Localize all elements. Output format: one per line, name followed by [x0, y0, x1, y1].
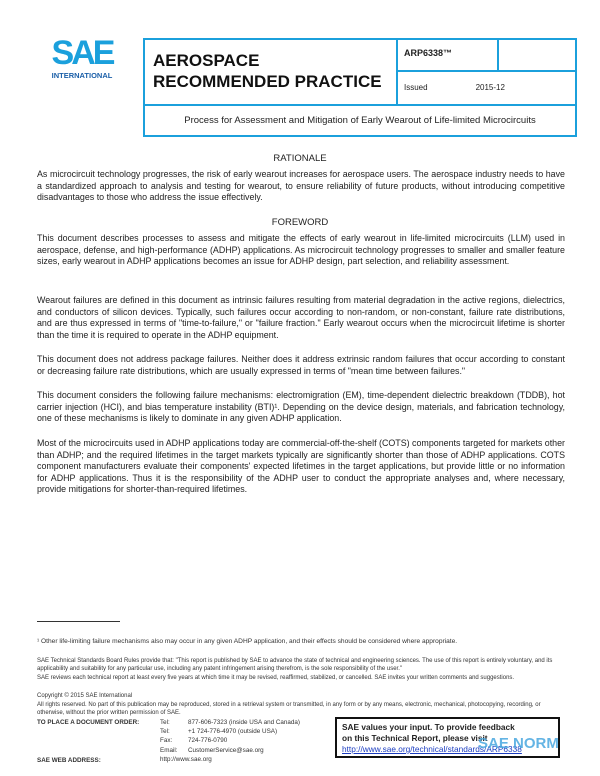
foreword-paragraph: This document does not address package failures. Neither does it address extrinsic random failures that occur according to constant or decreasing failure rate distributions, which are usually expressed in terms of "mean time between failures."	[37, 354, 565, 376]
foreword-paragraph: Most of the microcircuits used in ADHP applications today are commercial-off-the-shelf (COTS) components targeted for markets other than ADHP; and the required lifetimes in the target markets typically are significantly shorter than those of ADHP applications. COTS component manufacturers evaluate their components' expected lifetimes in the target applications, but provide little or no information for ADHP applications. Thus it is the responsibility of the ADHP user to conduct the appropriate analyses and, where necessary, provide mitigations for shorter-than-required lifetimes.	[37, 438, 565, 495]
foreword-paragraph: Wearout failures are defined in this document as intrinsic failures resulting from material degradation in the active regions, dielectrics, and conductors of silicon devices. Typically, such failures occur according to non-random, or non-constant, failure rate distributions, and are thus expressed in terms of "time-to-failure," or "failure fraction." Early wearout occurs when the microcircuit lifetime is shorter than the time it is required to operate in the ADHP equipment.	[37, 295, 565, 340]
issued-row	[398, 72, 575, 106]
feedback-link[interactable]: http://www.sae.org/technical/standards/ARP6338	[342, 744, 522, 754]
foreword-heading: FOREWORD	[271, 217, 329, 228]
contact-value: 724-776-0790	[188, 737, 228, 745]
document-title: Process for Assessment and Mitigation of Early Wearout of Life-limited Microcircuits	[184, 115, 536, 126]
rationale-paragraph: As microcircuit technology progresses, the risk of early wearout increases for aerospace users. The aerospace industry needs to have a standardized approach to analysis and testing for wearout, to ensure reliability of future products, without introducing competitive disadvantages to those who address the issue effectively.	[37, 169, 565, 203]
contact-label: Email:	[160, 746, 178, 754]
contact-email[interactable]: CustomerService@sae.org	[188, 746, 264, 754]
rights-text: All rights reserved. No part of this publication may be reproduced, stored in a retrieval system or transmitted, in any form or by any means, electronic, mechanical, photocopying, recording, or otherwise, without the prior written permission of SAE.	[37, 702, 541, 716]
issued-label: Issued	[404, 83, 428, 92]
contact-label: Tel:	[160, 719, 170, 726]
logo-subtitle: INTERNATIONAL	[51, 71, 113, 80]
contact-list	[160, 718, 300, 764]
web-address[interactable]: http://www.sae.org	[160, 755, 212, 763]
document-header	[143, 38, 577, 137]
footnote-rule	[37, 621, 120, 622]
document-number: ARP6338™	[398, 40, 499, 72]
watermark: SAE NORM	[478, 735, 559, 752]
policy-text: SAE Technical Standards Board Rules provide that: "This report is published by SAE to advance the state of technical and engineering sciences. The use of this report is entirely voluntary, and its applicability and suitability for any particular use, including any patent infringement arising therefrom, is the sole responsibility of the user."	[37, 658, 553, 672]
contact-value: 877-606-7323 (inside USA and Canada)	[188, 719, 301, 726]
contact-label: Tel:	[160, 728, 170, 736]
issued-date: 2015-12	[475, 83, 505, 92]
review-text: SAE reviews each technical report at least every five years at which time it may be revised, reaffirmed, stabilized, or cancelled. SAE invites your written comments and suggestions.	[37, 675, 515, 681]
doc-type-line2: RECOMMENDED PRACTICE	[153, 72, 382, 91]
feedback-line: SAE values your input. To provide feedback	[342, 722, 515, 732]
doc-type-line1: AEROSPACE	[153, 51, 260, 70]
order-label: TO PLACE A DOCUMENT ORDER:	[37, 719, 140, 726]
copyright: Copyright © 2015 SAE International	[37, 693, 133, 699]
foreword-paragraph: This document considers the following failure mechanisms: electromigration (EM), time-dependent dielectric breakdown (TDDB), hot carrier injection (HCI), and bias temperature instability (BTI)¹. Depending on the device design, materials, and fabrication technology, one of these mechanisms is likely to dominate in any given ADHP application.	[37, 390, 565, 424]
rationale-heading: RATIONALE	[273, 153, 327, 164]
sae-logo	[40, 36, 124, 80]
contact-label: Fax:	[160, 737, 173, 745]
feedback-line: on this Technical Report, please visit	[342, 733, 488, 743]
web-label: SAE WEB ADDRESS:	[37, 757, 101, 764]
footnote: ¹ Other life-limiting failure mechanisms also may occur in any given ADHP application, and their effects should be considered where appropriate.	[37, 638, 458, 645]
document-type	[145, 40, 398, 106]
foreword-paragraph: This document describes processes to assess and mitigate the effects of early wearout in life-limited microcircuits (LLM) used in aerospace, defense, and high-performance (ADHP) applications. As microcircuit technology progresses to smaller and smaller feature sizes, early wearout in ADHP applications becomes an issue for ADHP design, part selection, and reliability assessment.	[37, 233, 565, 267]
contact-value: +1 724-776-4970 (outside USA)	[188, 728, 278, 736]
blank-cell	[499, 40, 575, 72]
logo-mark: SAE	[51, 34, 113, 72]
